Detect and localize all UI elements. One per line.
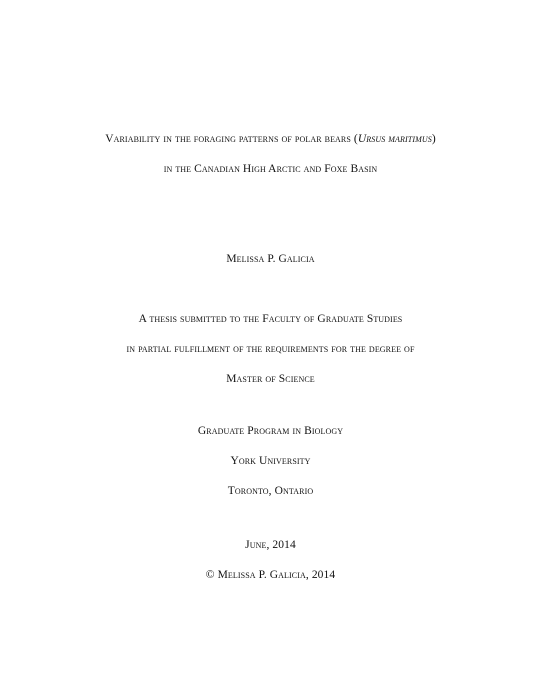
submission-line-1: A thesis submitted to the Faculty of Graduate Studies: [138, 313, 403, 325]
species-name: Ursus maritimus: [357, 133, 432, 145]
author-name: Melissa P. Galicia: [226, 253, 315, 265]
submission-date: June, 2014: [245, 539, 296, 551]
thesis-title-line-2: in the Canadian High Arctic and Foxe Basin: [163, 163, 378, 175]
title-text-start: Variability in the foraging patterns of polar bears (: [105, 133, 358, 145]
graduate-program: Graduate Program in Biology: [197, 425, 344, 437]
thesis-title-line-1: [0, 132, 541, 146]
title-text-end: ): [431, 133, 436, 145]
degree-name: Master of Science: [226, 373, 315, 385]
university-location: Toronto, Ontario: [227, 485, 314, 497]
university-name: York University: [230, 455, 311, 467]
submission-line-2: in partial fulfillment of the requirements for the degree of: [126, 343, 415, 355]
copyright-notice: © Melissa P. Galicia, 2014: [205, 569, 336, 581]
